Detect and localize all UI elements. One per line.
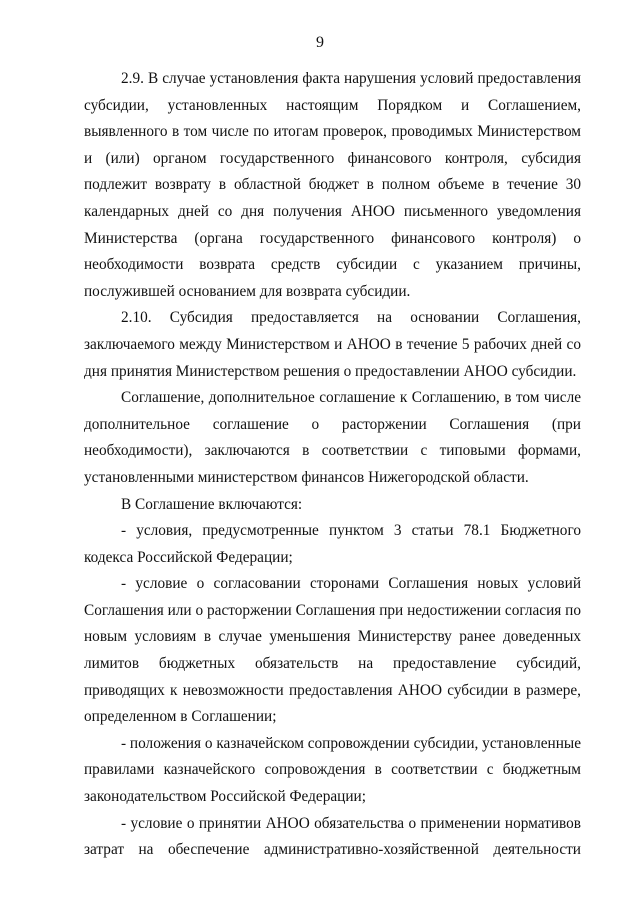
list-item-treasury-support: - положения о казначейском сопровождении субсидии, установленные правилами казначейского сопровождения в соответствии с бюджетным законодательством Российской Федерации; (84, 734, 581, 806)
paragraph-agreement-forms: Соглашение, дополнительное соглашение к Соглашению, в том числе дополнительное соглашение о расторжении Соглашения (при необходимости), заключаются в соответствии с типовыми формами, установленными министерством финансов Нижегородской области. (84, 389, 581, 486)
list-item-cost-standards: - условие о принятии АНОО обязательства о применении нормативов затрат на обеспечение административно-хозяйственной деятельности (84, 814, 581, 859)
list-item-new-conditions-approval: - условие о согласовании сторонами Соглашения новых условий Соглашения или о расторжении Соглашения при недостижении согласия по новым условиям в случае уменьшения Министерству ранее доведенных лимитов бюджетных обязательств на предоставление субсидий, приводящих к невозможности предоставления АНОО субсидии в размере, определенном в Соглашении; (84, 575, 581, 726)
paragraph-2-10-subsidy-agreement: 2.10. Субсидия предоставляется на основании Соглашения, заключаемого между Министерством и АНОО в течение 5 рабочих дней со дня принятия Министерством решения о предоставлении АНОО субсидии. (84, 309, 581, 380)
document-body (84, 66, 581, 864)
page-number: 9 (316, 34, 324, 51)
paragraph-agreement-includes: В Соглашение включаются: (121, 495, 303, 513)
list-item-budget-code-conditions: - условия, предусмотренные пунктом 3 статьи 78.1 Бюджетного кодекса Российской Федерации; (84, 522, 581, 566)
paragraph-2-9-subsidy-refund: 2.9. В случае установления факта нарушения условий предоставления субсидии, установленных настоящим Порядком и Соглашением, выявленного в том числе по итогам проверок, проводимых Министерством и (или) органом государственного финансового контроля, субсидия подлежит возврату в областной бюджет в полном объеме в течение 30 календарных дней со дня получения АНОО письменного уведомления Министерства (органа государственного финансового контроля) о необходимости возврата средств субсидии с указанием причины, послужившей основанием для возврата субсидии. (84, 70, 581, 300)
